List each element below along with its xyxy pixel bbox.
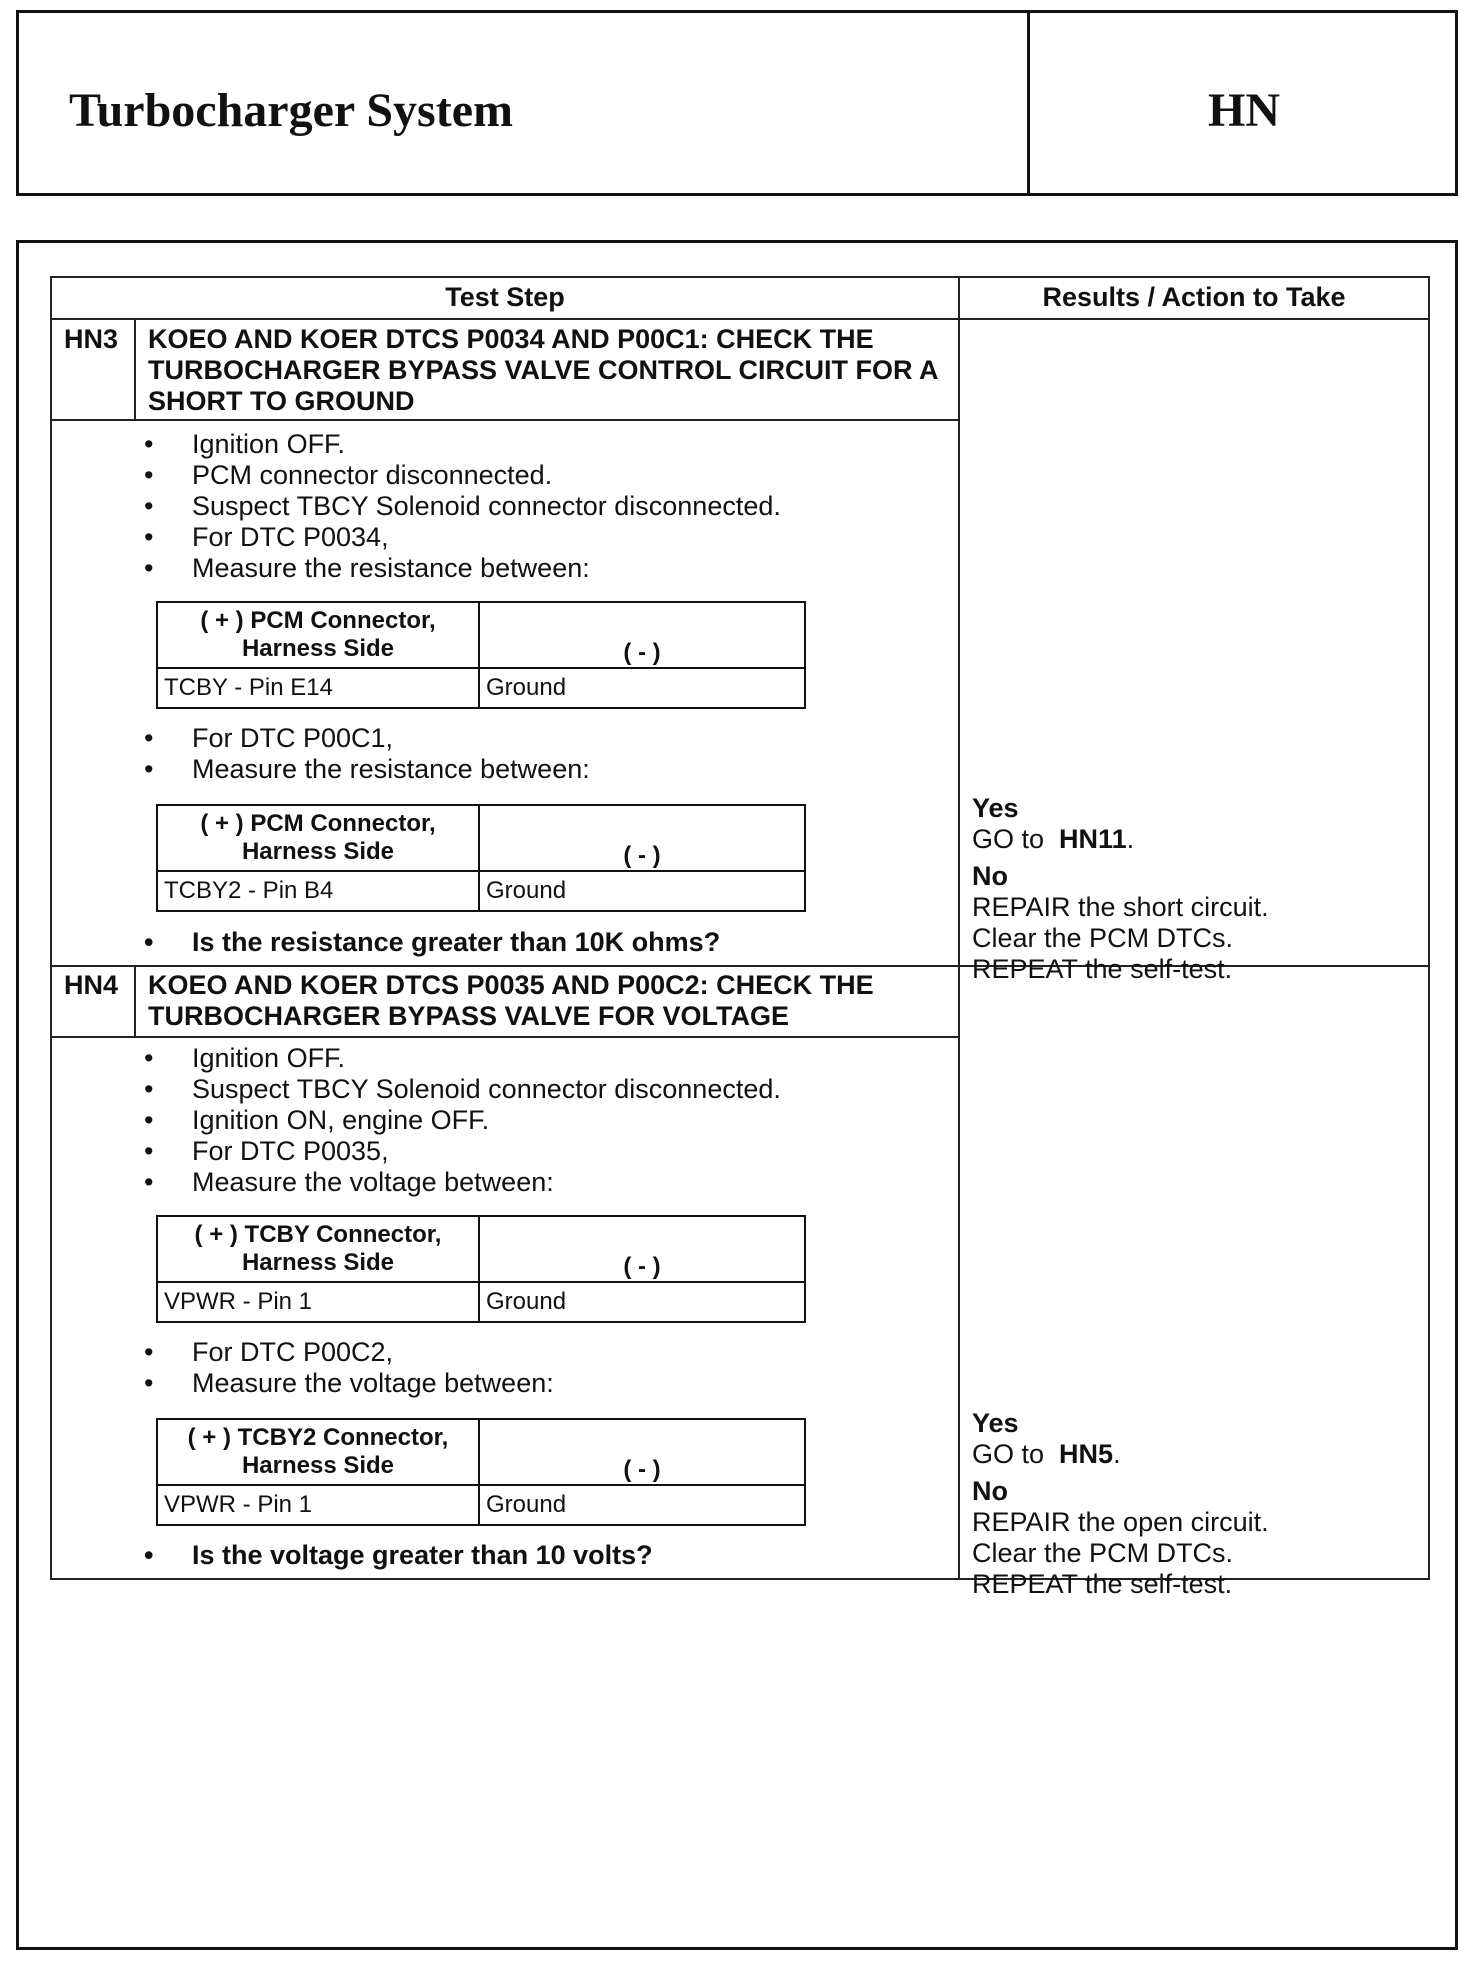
connector-cell-negative: Ground <box>479 871 805 911</box>
step-title-hn4: KOEO AND KOER DTCS P0035 AND P00C2: CHECK THE TURBOCHARGER BYPASS VALVE FOR VOLTAGE <box>148 970 874 1031</box>
list-item: • For DTC P0035, <box>144 1136 781 1167</box>
yes-action-text: GO to <box>972 1439 1045 1469</box>
connector-table-hn3-a <box>156 601 806 709</box>
connector-header-negative: ( - ) <box>479 1419 805 1485</box>
connector-header-positive: ( + ) TCBY2 Connector, Harness Side <box>157 1419 479 1485</box>
no-action: REPAIR the open circuit. Clear the PCM DTCs. REPEAT the self-test. <box>972 1507 1269 1599</box>
yes-action-text: GO to <box>972 824 1045 854</box>
list-item: • Suspect TBCY Solenoid connector disconnected. <box>144 491 781 522</box>
step-hn4-instructions-b <box>144 1337 554 1399</box>
column-header-results: Results / Action to Take <box>1042 282 1346 312</box>
list-item: • Measure the voltage between: <box>144 1368 554 1399</box>
list-item: • For DTC P0034, <box>144 522 781 553</box>
step-hn4-question: • Is the voltage greater than 10 volts? <box>144 1540 653 1571</box>
section-code: HN <box>1208 84 1280 137</box>
connector-cell-negative: Ground <box>479 1485 805 1525</box>
connector-cell-positive: TCBY - Pin E14 <box>157 668 479 708</box>
connector-cell-positive: TCBY2 - Pin B4 <box>157 871 479 911</box>
connector-table-hn4-b <box>156 1418 806 1526</box>
list-item: • Ignition OFF. <box>144 1043 781 1074</box>
connector-cell-positive: VPWR - Pin 1 <box>157 1485 479 1525</box>
step-hn3-results <box>972 793 1332 985</box>
connector-header-negative: ( - ) <box>479 602 805 668</box>
column-header-test-step: Test Step <box>445 282 565 312</box>
list-item: • Ignition ON, engine OFF. <box>144 1105 781 1136</box>
connector-header-negative: ( - ) <box>479 1216 805 1282</box>
step-title-hn3: KOEO AND KOER DTCS P0034 AND P00C1: CHECK THE TURBOCHARGER BYPASS VALVE CONTROL CIRCUIT FOR A SHORT TO GROUND <box>148 324 938 416</box>
yes-label: Yes <box>972 1408 1019 1438</box>
connector-header-positive: ( + ) TCBY Connector, Harness Side <box>157 1216 479 1282</box>
goto-link-hn11[interactable]: HN11 <box>1059 824 1127 854</box>
list-item: • Measure the voltage between: <box>144 1167 781 1198</box>
list-item: • Measure the resistance between: <box>144 754 590 785</box>
yes-action: GO to HN5. <box>972 1439 1121 1469</box>
step-hn3-instructions-b <box>144 723 590 785</box>
page-title: Turbocharger System <box>69 84 513 137</box>
page-header <box>16 10 1458 196</box>
step-hn4-instructions-a <box>144 1043 781 1198</box>
no-label: No <box>972 1476 1008 1506</box>
list-item: • Measure the resistance between: <box>144 553 781 584</box>
step-id-hn3: HN3 <box>64 324 119 354</box>
connector-header-positive: ( + ) PCM Connector, Harness Side <box>157 805 479 871</box>
connector-cell-negative: Ground <box>479 668 805 708</box>
step-id-hn4: HN4 <box>64 970 119 1000</box>
step-hn3-question: • Is the resistance greater than 10K ohms? <box>144 927 720 958</box>
yes-action: GO to HN11. <box>972 824 1135 854</box>
connector-table-hn4-a <box>156 1215 806 1323</box>
connector-header-negative: ( - ) <box>479 805 805 871</box>
step-hn3-instructions-a <box>144 429 781 584</box>
step-hn4-results <box>972 1408 1332 1600</box>
yes-label: Yes <box>972 793 1019 823</box>
list-item: • For DTC P00C1, <box>144 723 590 754</box>
connector-table-hn3-b <box>156 804 806 912</box>
list-item: • Suspect TBCY Solenoid connector disconnected. <box>144 1074 781 1105</box>
list-item: • Ignition OFF. <box>144 429 781 460</box>
list-item: • For DTC P00C2, <box>144 1337 554 1368</box>
connector-cell-negative: Ground <box>479 1282 805 1322</box>
no-action: REPAIR the short circuit. Clear the PCM DTCs. REPEAT the self-test. <box>972 892 1269 984</box>
no-label: No <box>972 861 1008 891</box>
connector-cell-positive: VPWR - Pin 1 <box>157 1282 479 1322</box>
goto-link-hn5[interactable]: HN5 <box>1059 1439 1114 1469</box>
connector-header-positive: ( + ) PCM Connector, Harness Side <box>157 602 479 668</box>
list-item: • PCM connector disconnected. <box>144 460 781 491</box>
